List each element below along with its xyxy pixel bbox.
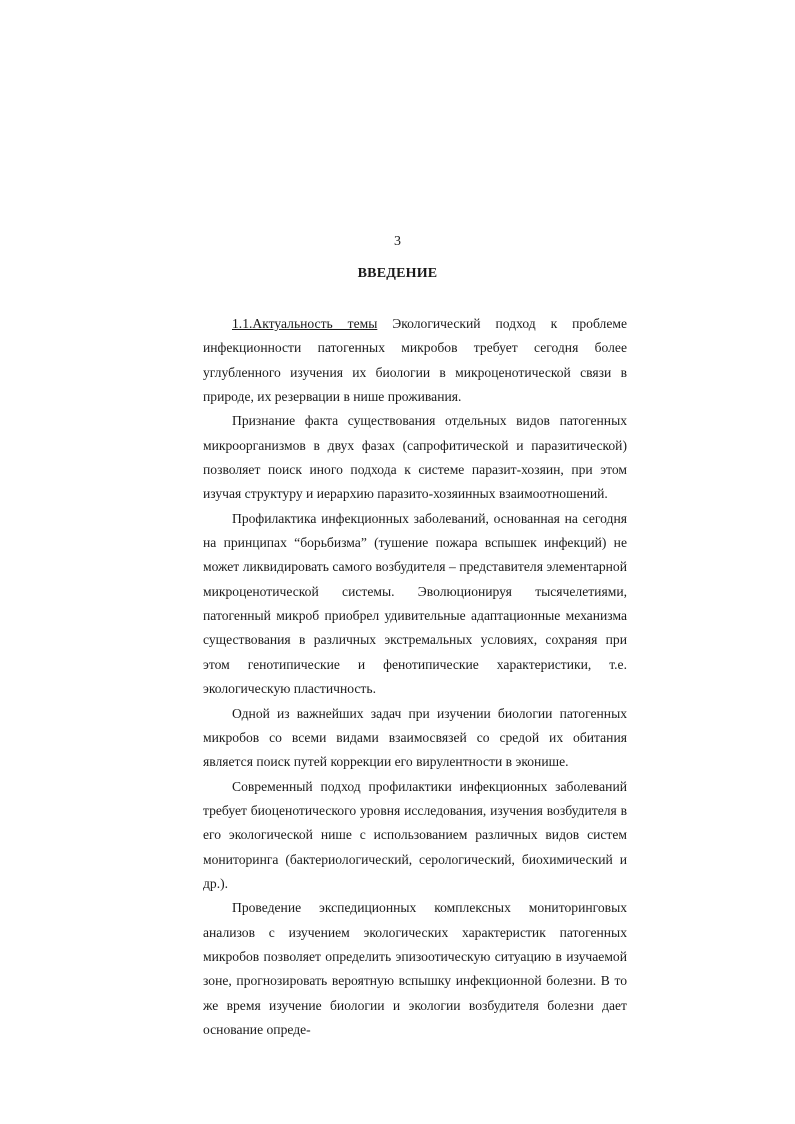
page-number: 3 [394,234,401,249]
paragraph: Одной из важнейших задач при изучении биологии патогенных микробов со всеми видами взаимосвязей со средой их обитания является поиск путей коррекции его вирулентности в эконише. [203,705,627,770]
paragraph: Признание факта существования отдельных видов патогенных микроорганизмов в двух фазах (сапрофитической и паразитической) позволяет поиск иного подхода к системе паразит-хозяин, при этом изучая структуру и иерархию паразито-хозяинных взаимоотношений. [203,413,627,502]
paragraph-text: Экологический подход к проблеме инфекционности патогенных микробов требует сегодня более углубленного изучения их биологии в микроценотической связи в природе, их резервации в нише проживания. [203,316,627,405]
page-title: ВВЕДЕНИЕ [357,266,438,281]
paragraph: Проведение экспедиционных комплексных мониторинговых анализов с изучением экологических характеристик патогенных микробов позволяет определить эпизоотическую ситуацию в изучаемой зоне, прогнозировать вероятную вспышку инфекционной болезни. В то же время изучение биологии и экологии возбудителя болезни дает основание опреде- [203,900,627,1037]
paragraph: Современный подход профилактики инфекционных заболеваний требует биоценотического уровня исследования, изучения возбудителя в его экологической нише с использованием различных видов систем мониторинга (бактериологический, серологический, биохимический и др.). [203,778,627,891]
paragraph: Профилактика инфекционных заболеваний, основанная на сегодня на принципах “борьбизма” (тушение пожара вспышек инфекций) не может ликвидировать самого возбудителя – представителя элементарной микроценотической системы. Эволюционируя тысячелетиями, патогенный микроб приобрел удивительные адаптационные механизма существования в различных экстремальных условиях, сохраняя при этом генотипические и фенотипические характеристики, т.е. экологическую пластичность. [203,510,627,697]
section-title: 1.1.Актуальность темы [232,316,378,331]
body-text [203,312,627,1042]
paragraph [203,312,627,409]
